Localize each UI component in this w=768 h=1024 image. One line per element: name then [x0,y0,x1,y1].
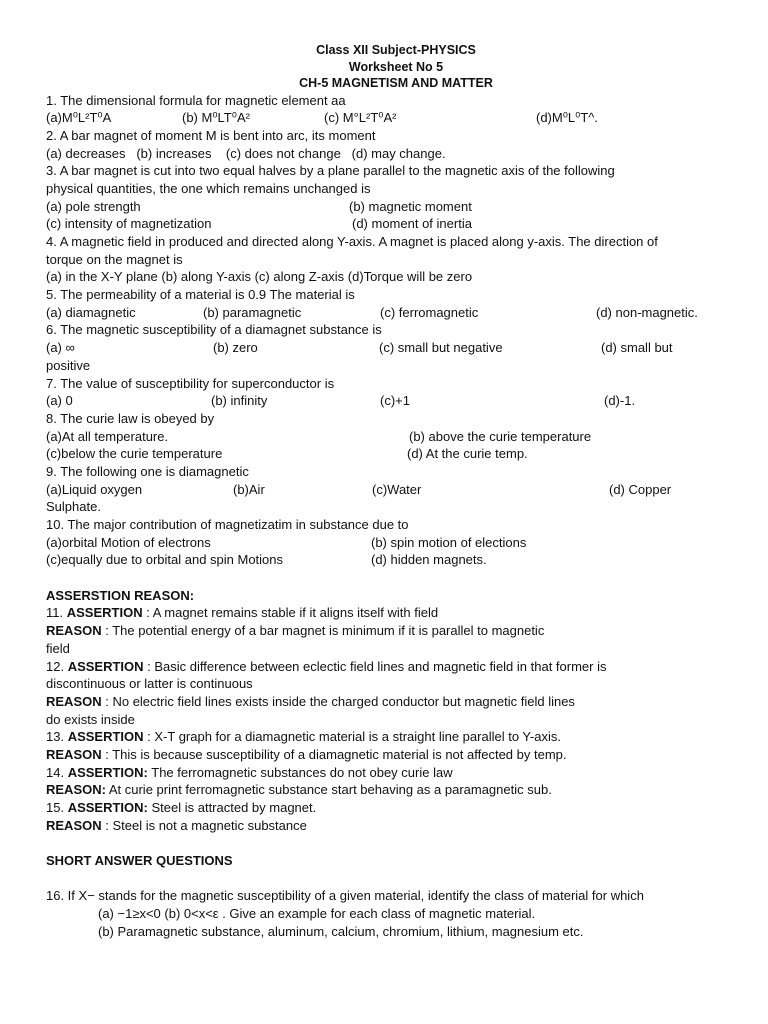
question-3-text-cont: physical quantities, the one which remains unchanged is [46,180,371,196]
option-c: (c) intensity of magnetization [46,216,212,232]
question-5-text: 5. The permeability of a material is 0.9 The material is [46,287,355,303]
option-c: (c)+1 [380,393,410,409]
option-a: (a) ∞ [46,340,75,356]
chapter-title: CH-5 MAGNETISM AND MATTER [299,76,493,90]
question-9-options [46,481,726,499]
option-b: (b) infinity [211,393,268,409]
question-16-text: 16. If X− stands for the magnetic susceptibility of a given material, identify the class of material for which [46,888,644,904]
reason-text: : Steel is not a magnetic substance [101,817,307,833]
assertion-text: : X-T graph for a diamagnetic material is a straight line parallel to Y-axis. [143,729,561,745]
option-b: (b) above the curie temperature [409,428,592,444]
worksheet-number: Worksheet No 5 [348,59,444,74]
item-12-reason [46,693,726,711]
question-3-text: 3. A bar magnet is cut into two equal halves by a plane parallel to the magnetic axis of the following [46,163,615,179]
assertion-text: Steel is attracted by magnet. [147,800,317,815]
question-2-options: (a) decreases (b) increases (c) does not change (d) may change. [46,145,446,161]
option-c: (c)Water [372,481,422,497]
question-5-options [46,304,726,322]
option-d: (d) small but [601,340,673,356]
item-15-assertion [46,799,726,817]
option-d: (d) moment of inertia [352,216,472,232]
item-12-assertion [46,658,726,676]
question-7-text: 7. The value of susceptibility for superconductor is [46,375,335,391]
option-a: (a)M⁰L²T⁰A [46,110,112,126]
item-number: 12. [46,658,65,674]
question-10-options-row1 [46,534,726,552]
spacer [46,834,726,852]
assertion-reason-heading: ASSERSTION REASON: [46,587,195,603]
question-1-text: 1. The dimensional formula for magnetic element aa [46,92,346,108]
option-b: (b) spin motion of elections [371,534,527,550]
item-13-assertion [46,728,726,746]
question-7-options [46,392,726,410]
question-2-text: 2. A bar magnet of moment M is bent into arc, its moment [46,127,376,143]
item-14-assertion [46,764,726,782]
assertion-label: ASSERTION: [67,764,148,780]
question-6-option-d-cont: positive [46,357,91,373]
option-a: (a)orbital Motion of electrons [46,534,211,550]
question-3-options-row2 [46,215,726,233]
option-b: (b)Air [233,481,265,497]
option-c: (c) small but negative [379,340,503,356]
option-b: (b) zero [213,340,258,356]
option-c: (c)below the curie temperature [46,446,223,462]
question-16-part-a: (a) −1≥x<0 (b) 0<x<ε . Give an example for each class of magnetic material. [98,906,536,922]
question-10-text: 10. The major contribution of magnetizatim in substance due to [46,517,409,532]
assertion-text: : A magnet remains stable if it aligns itself with field [142,605,439,621]
reason-text: : No electric field lines exists inside the charged conductor but magnetic field lines [101,693,575,709]
question-16-part-b: (b) Paramagnetic substance, aluminum, calcium, chromium, lithium, magnesium etc. [98,923,584,939]
item-15-reason [46,817,726,835]
option-a: (a)At all temperature. [46,428,169,444]
reason-text: At curie print ferromagnetic substance start behaving as a paramagnetic sub. [105,782,552,798]
item-number: 14. [46,764,65,780]
question-6-options [46,339,726,357]
question-6-text: 6. The magnetic susceptibility of a diamagnet substance is [46,322,382,338]
option-c: (c) ferromagnetic [380,304,479,320]
item-14-reason [46,781,726,799]
reason-text: : The potential energy of a bar magnet is minimum if it is parallel to magnetic [101,623,545,639]
question-9-text: 9. The following one is diamagnetic [46,463,249,479]
question-8-options-row2 [46,445,726,463]
item-12-reason-cont: do exists inside [46,711,135,727]
question-3-options-row1 [46,198,726,216]
reason-text: : This is because susceptibility of a diamagnetic material is not affected by temp. [101,746,567,762]
item-13-reason [46,746,726,764]
assertion-label: ASSERTION [67,729,144,745]
spacer [46,569,726,587]
short-answer-heading: SHORT ANSWER QUESTIONS [46,853,233,869]
reason-label: REASON [46,746,102,762]
option-d: (d) hidden magnets. [371,552,487,568]
option-c: (c) M°L²T⁰A² [324,110,397,126]
question-10-options-row2 [46,551,726,569]
item-number: 13. [46,729,65,745]
option-a: (a) pole strength [46,198,141,214]
reason-label: REASON [46,693,102,709]
option-c: (c)equally due to orbital and spin Motions [46,552,284,568]
question-9-option-d-cont: Sulphate. [46,499,101,515]
option-b: (b) M⁰LT⁰A² [182,110,250,126]
question-1-options [46,109,726,127]
item-11-reason [46,622,726,640]
option-d: (d) non-magnetic. [596,304,698,320]
option-a: (a) diamagnetic [46,304,136,320]
class-subject-title: Class XII Subject-PHYSICS [316,43,476,57]
reason-label: REASON [46,623,102,639]
reason-label: REASON: [46,782,106,798]
item-number: 15. [46,800,65,815]
spacer [46,870,726,888]
assertion-label: ASSERTION: [67,800,148,815]
assertion-label: ASSERTION [66,605,143,621]
option-d: (d)-1. [604,393,636,409]
assertion-text: The ferromagnetic substances do not obey curie law [147,764,453,780]
question-8-text: 8. The curie law is obeyed by [46,410,215,426]
question-4-text-cont: torque on the magnet is [46,251,183,267]
item-number: 11. [46,605,64,621]
worksheet-page [46,42,726,941]
assertion-label: ASSERTION [67,658,144,674]
item-12-assertion-cont: discontinuous or latter is continuous [46,676,253,692]
option-d: (d)M⁰L⁰T^. [536,110,599,126]
option-b: (b) paramagnetic [203,304,302,320]
worksheet-header [66,42,726,92]
option-d: (d) Copper [609,481,672,497]
item-11-assertion [46,604,726,622]
question-4-options: (a) in the X-Y plane (b) along Y-axis (c) along Z-axis (d)Torque will be zero [46,269,473,285]
reason-label: REASON [46,817,102,833]
option-a: (a)Liquid oxygen [46,481,143,497]
question-4-text: 4. A magnetic field in produced and directed along Y-axis. A magnet is placed along y-axis. The direction of [46,234,658,249]
option-a: (a) 0 [46,393,73,409]
option-b: (b) magnetic moment [349,198,472,214]
question-8-options-row1 [46,428,726,446]
option-d: (d) At the curie temp. [407,446,528,462]
assertion-text: : Basic difference between eclectic field lines and magnetic field in that former is [143,658,607,674]
item-11-reason-cont: field [46,640,70,656]
